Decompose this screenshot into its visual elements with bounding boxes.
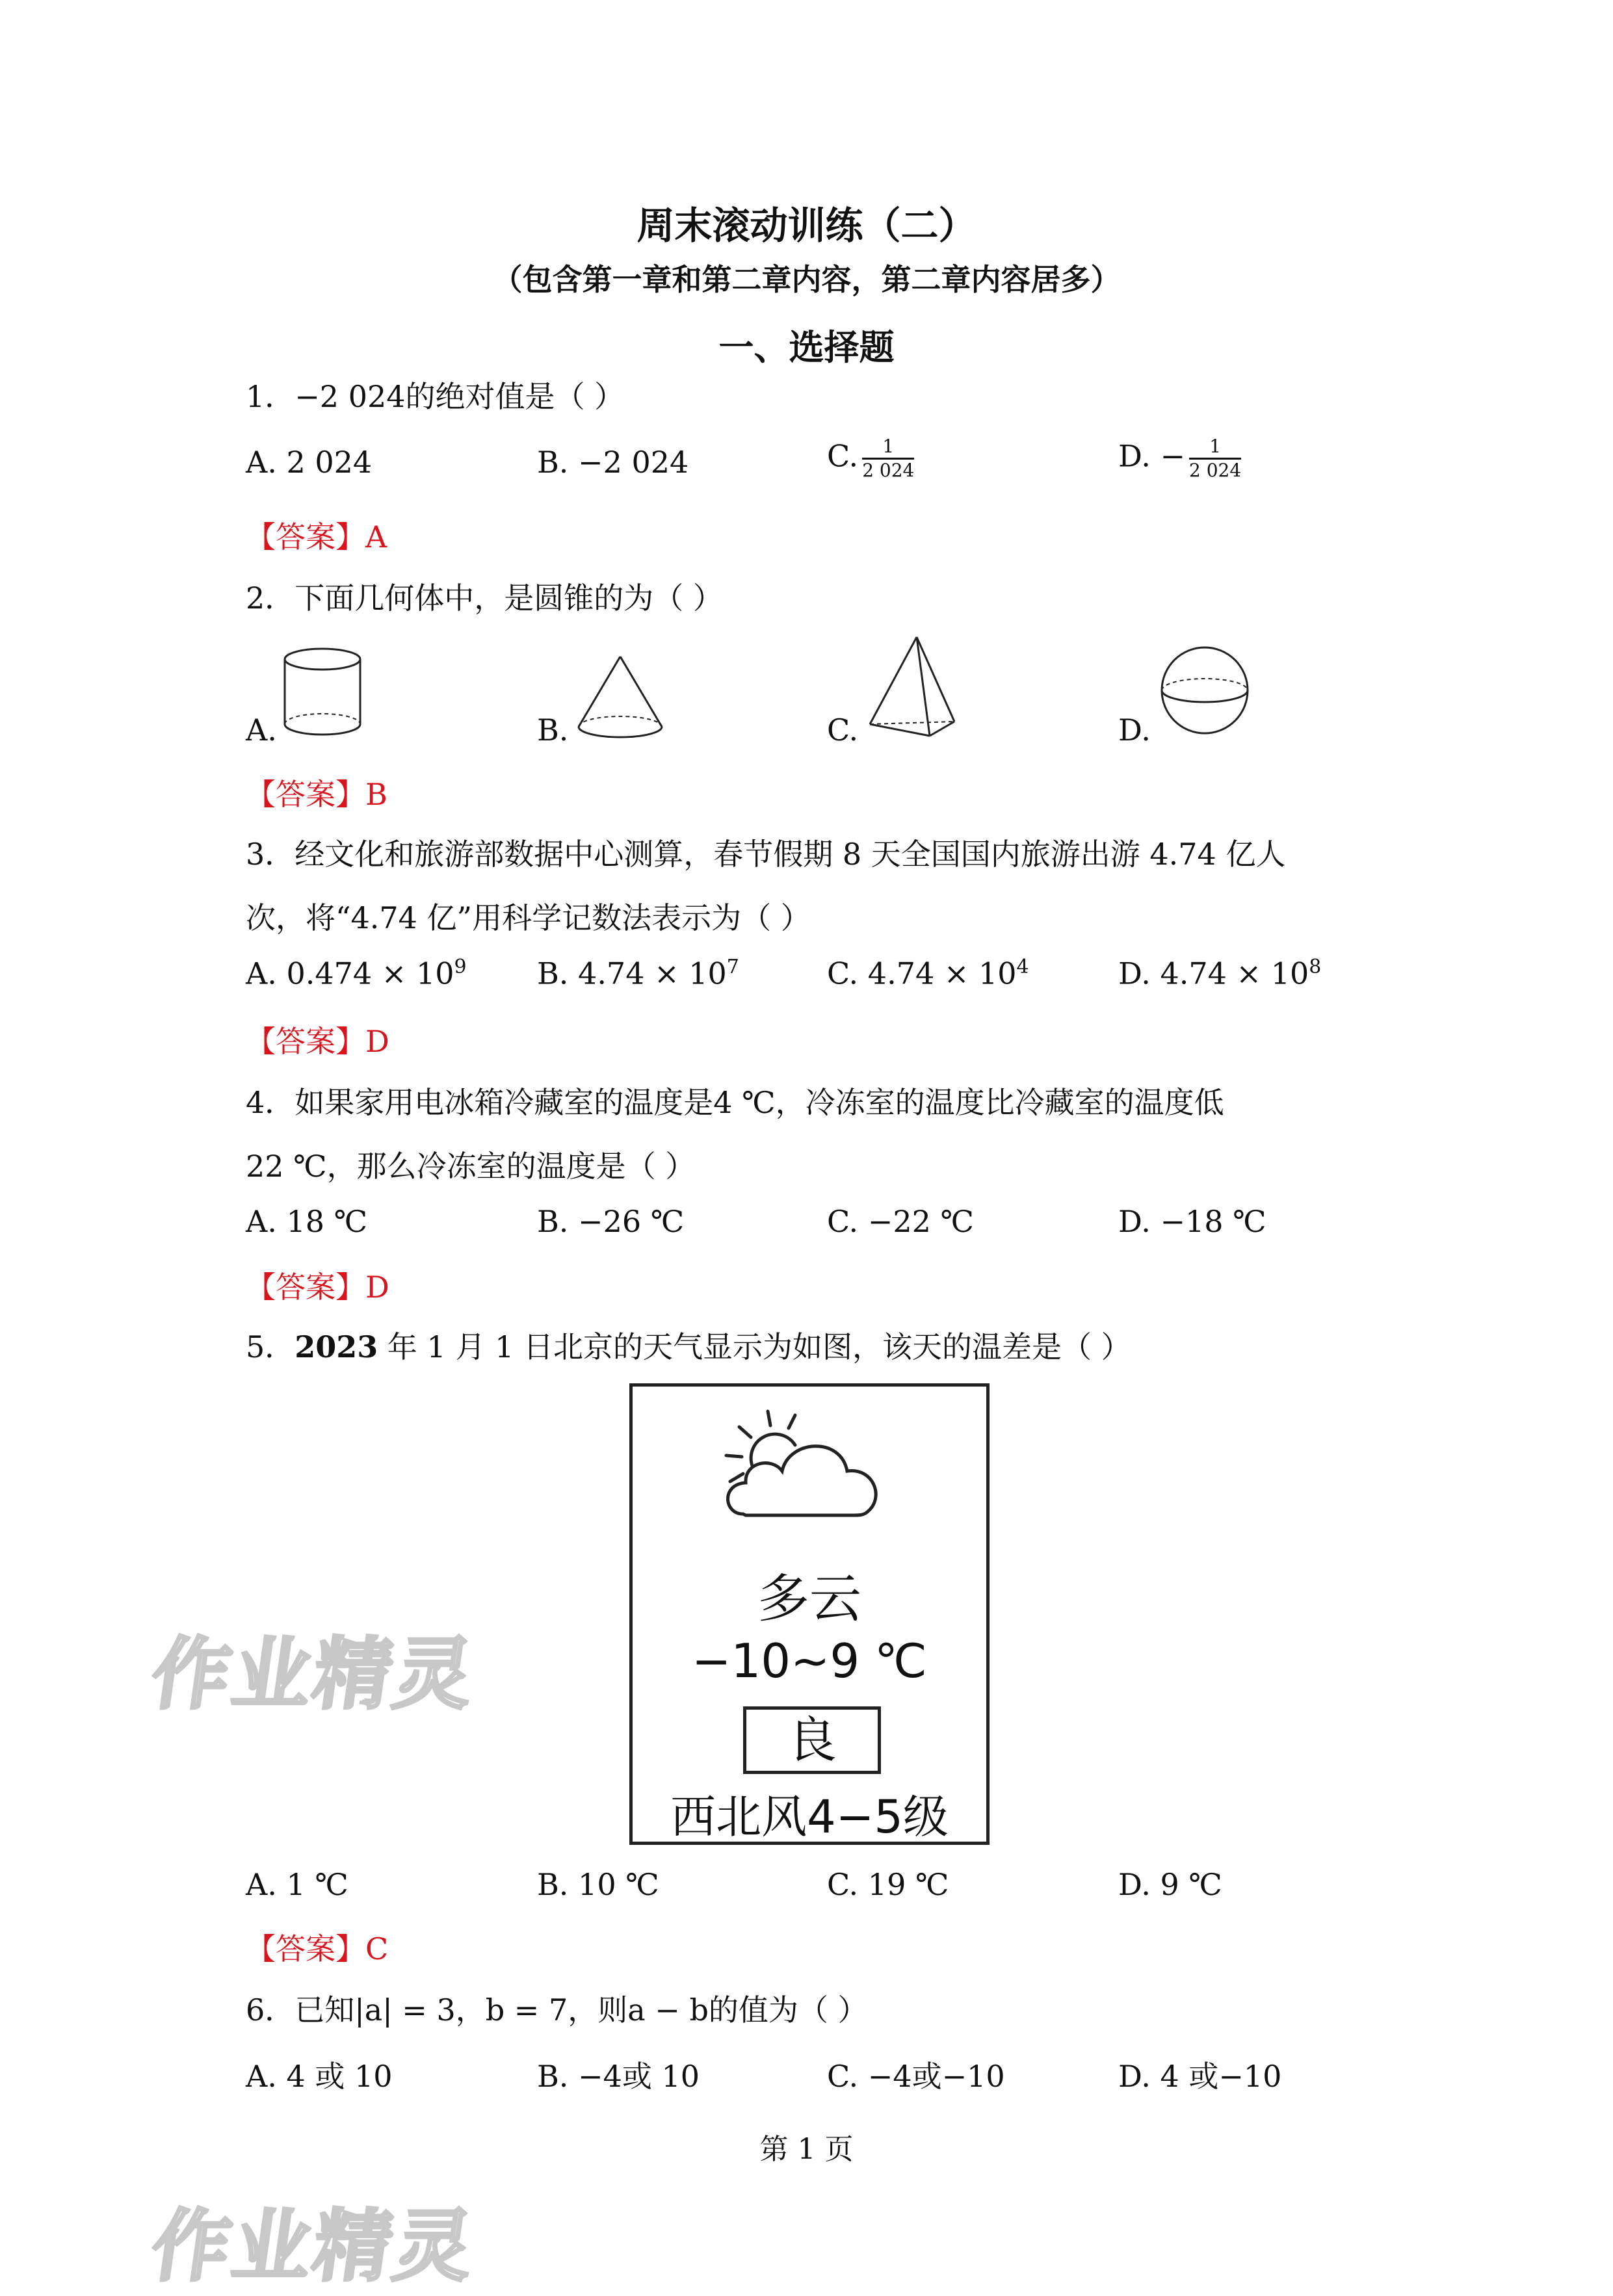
q4-option-a: A. 18 ℃ [246, 1204, 368, 1239]
question-6-stem: 6．已知|a| = 3，b = 7，则a − b的值为（ ） [246, 1992, 868, 2028]
q3-option-d [1118, 956, 1321, 991]
question-2-stem: 2．下面几何体中，是圆锥的为（ ） [246, 581, 723, 616]
q3-option-a-base: A. 0.474 × 10 [246, 956, 454, 991]
q6-option-a: A. 4 或 10 [246, 2059, 393, 2094]
q1-option-d-fraction [1189, 436, 1241, 482]
q3-option-b-exponent: 7 [726, 956, 739, 978]
weather-wind: 西北风4−5级 [670, 1790, 949, 1844]
q4-option-c: C. −22 ℃ [827, 1204, 974, 1239]
q2-answer: 【答案】B [246, 777, 387, 812]
page-title: 周末滚动训练（二） [636, 203, 977, 248]
q3-option-a-exponent: 9 [454, 956, 467, 978]
fraction-numerator: 1 [862, 436, 914, 460]
question-1-stem: 1．−2 024的绝对值是（ ） [246, 379, 625, 414]
q3-option-d-exponent: 8 [1309, 956, 1322, 978]
sphere-icon [1156, 644, 1253, 741]
partly-cloudy-icon [717, 1400, 899, 1530]
q3-answer: 【答案】D [246, 1024, 389, 1059]
q4-answer: 【答案】D [246, 1270, 389, 1305]
q5-stem-text: 年 1 月 1 日北京的天气显示为如图，该天的温差是（ ） [378, 1329, 1131, 1364]
q3-option-d-base: D. 4.74 × 10 [1118, 956, 1309, 991]
fraction-denominator: 2 024 [1189, 460, 1242, 481]
weather-card [629, 1383, 990, 1845]
pyramid-icon [858, 632, 969, 749]
q3-option-c-exponent: 4 [1016, 956, 1029, 978]
q1-option-c-fraction [862, 436, 914, 482]
q3-option-b-base: B. 4.74 × 10 [537, 956, 727, 991]
fraction-numerator: 1 [1189, 436, 1241, 460]
q1-option-a: A. 2 024 [246, 445, 373, 480]
q6-option-c: C. −4或−10 [827, 2059, 1005, 2094]
q3-option-c [827, 956, 1029, 991]
q3-option-c-base: C. 4.74 × 10 [827, 956, 1017, 991]
q2-option-d: D. [1118, 712, 1151, 748]
section-heading: 一、选择题 [718, 327, 895, 368]
q2-option-a: A. [246, 712, 277, 748]
q5-option-a: A. 1 ℃ [246, 1867, 348, 1902]
q5-option-c: C. 19 ℃ [827, 1867, 949, 1902]
fraction-denominator: 2 024 [862, 460, 915, 481]
question-5-stem [246, 1324, 1131, 1366]
watermark: 作业精灵 [146, 2202, 482, 2292]
q4-option-d: D. −18 ℃ [1118, 1204, 1266, 1239]
q1-option-c-label: C. [827, 438, 859, 474]
q3-option-b [537, 956, 739, 991]
q4-option-b: B. −26 ℃ [537, 1204, 685, 1239]
air-quality-badge: 良 [743, 1706, 881, 1774]
page-number: 第 1 页 [759, 2133, 854, 2166]
question-4-stem-line2: 22 ℃，那么冷冻室的温度是（ ） [246, 1149, 696, 1184]
q5-number: 5． [246, 1329, 295, 1364]
q5-option-d: D. 9 ℃ [1118, 1867, 1222, 1902]
q6-option-d: D. 4 或−10 [1118, 2059, 1282, 2094]
question-3-stem-line2: 次，将“4.74 亿”用科学记数法表示为（ ） [246, 900, 811, 935]
question-3-stem-line1: 3．经文化和旅游部数据中心测算，春节假期 8 天全国国内旅游出游 4.74 亿人 [246, 837, 1286, 872]
page-subtitle: （包含第一章和第二章内容，第二章内容居多） [492, 262, 1121, 297]
q1-option-c [827, 436, 914, 482]
weather-temperature: −10~9 ℃ [692, 1634, 927, 1688]
cone-icon [572, 650, 670, 748]
q1-option-d [1118, 436, 1241, 482]
weather-condition: 多云 [757, 1569, 861, 1629]
q6-option-b: B. −4或 10 [537, 2059, 700, 2094]
question-4-stem-line1: 4．如果家用电冰箱冷藏室的温度是4 ℃，冷冻室的温度比冷藏室的温度低 [246, 1085, 1224, 1120]
watermark: 作业精灵 [146, 1630, 482, 1720]
q2-option-c: C. [827, 712, 859, 748]
q1-option-d-label: D. − [1118, 438, 1186, 474]
q5-year: 2023 [295, 1329, 378, 1364]
cylinder-icon [278, 645, 369, 742]
q1-answer: 【答案】A [246, 519, 387, 554]
q3-option-a [246, 956, 467, 991]
q1-option-b: B. −2 024 [537, 445, 689, 480]
q2-option-b: B. [537, 712, 569, 748]
q5-answer: 【答案】C [246, 1931, 389, 1966]
q5-option-b: B. 10 ℃ [537, 1867, 659, 1902]
